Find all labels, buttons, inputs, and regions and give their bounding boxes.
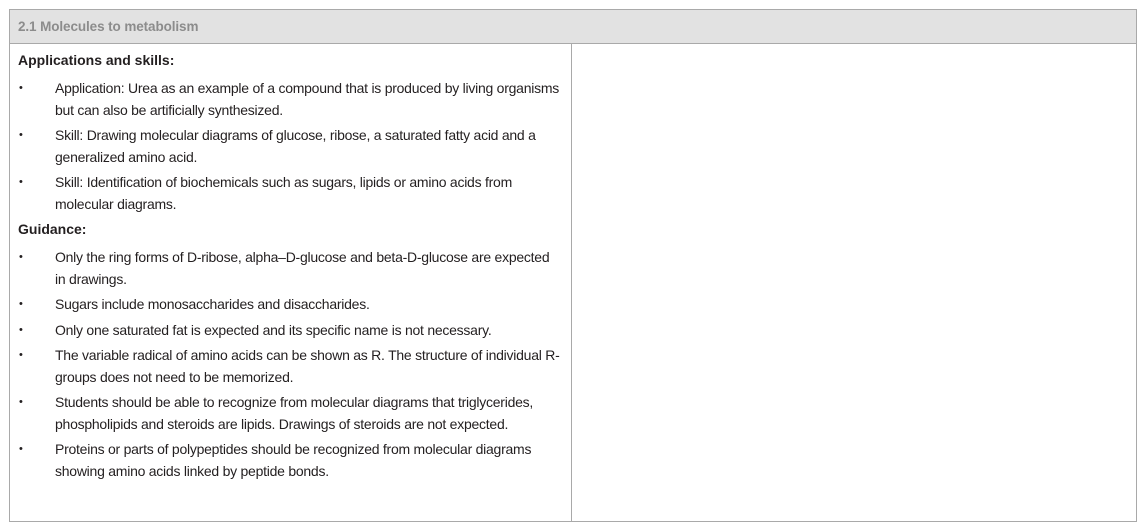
guidance-heading: Guidance: [18,221,87,237]
bullet-icon: • [19,396,23,408]
list-item [18,78,571,121]
list-item-text: Proteins or parts of polypeptides should be recognized from molecular diagrams showing amino acids linked by peptide bonds. [55,441,532,479]
bullet-icon: • [19,349,23,361]
empty-cell [572,44,1136,521]
list-item [18,439,571,482]
list-item [18,392,571,435]
content-cell [10,44,572,521]
syllabus-table [9,9,1137,522]
list-item-text: Only one saturated fat is expected and its specific name is not necessary. [55,321,492,338]
list-item-text: Sugars include monosaccharides and disaccharides. [55,296,370,312]
list-item [18,320,571,342]
bullet-icon: • [19,443,23,455]
list-item-text: Skill: Identification of biochemicals such as sugars, lipids or amino acids from molecular diagrams. [55,174,512,212]
applications-heading: Applications and skills: [18,52,175,68]
table-body-row [10,44,1136,521]
list-item [18,294,571,316]
list-item-text: Students should be able to recognize from molecular diagrams that triglycerides, phospholipids and steroids are lipids. Drawings of steroids are not expected. [55,394,534,432]
table-title: 2.1 Molecules to metabolism [18,19,199,34]
list-item-text: Skill: Drawing molecular diagrams of glucose, ribose, a saturated fatty acid and a generalized amino acid. [55,127,536,165]
bullet-icon: • [19,298,23,310]
bullet-icon: • [19,176,23,188]
list-item-text: Application: Urea as an example of a compound that is produced by living organisms but can also be artificially synthesized. [55,80,560,118]
list-item-text: Only the ring forms of D-ribose, alpha–D-glucose and beta-D-glucose are expected in drawings. [55,249,550,287]
applications-list [18,78,571,215]
bullet-icon: • [19,251,23,263]
guidance-list [18,247,571,482]
bullet-icon: • [19,82,23,94]
list-item [18,172,571,215]
bullet-icon: • [19,129,23,141]
list-item-text: The variable radical of amino acids can be shown as R. The structure of individual R-groups does not need to be memorized. [55,347,560,385]
list-item [18,345,571,388]
bullet-icon: • [19,323,23,336]
table-header [10,10,1136,44]
list-item [18,247,571,290]
list-item [18,125,571,168]
